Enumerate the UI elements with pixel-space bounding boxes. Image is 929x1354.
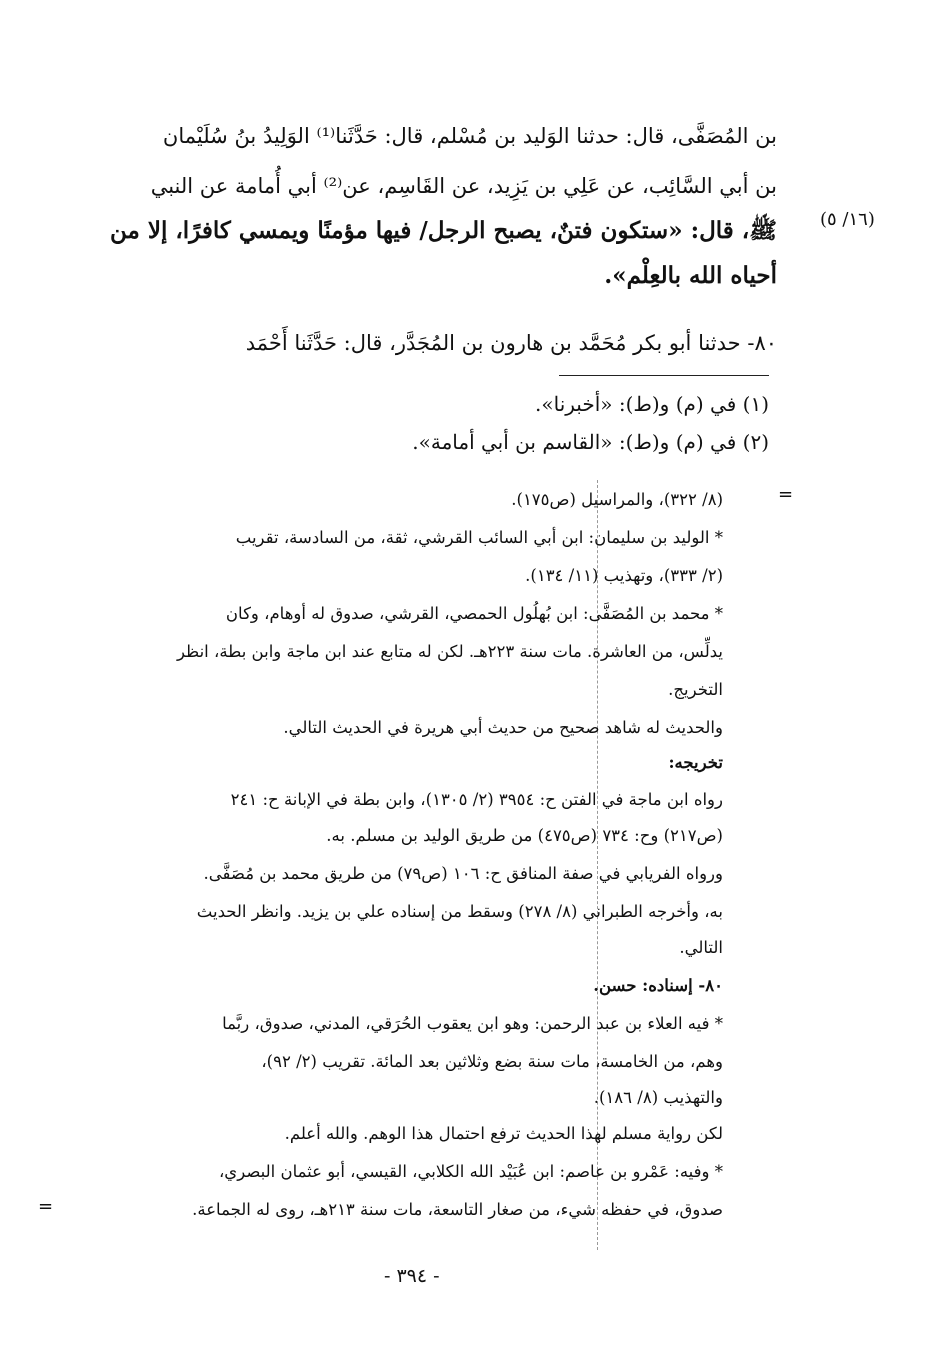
commentary-line: لكن رواية مسلم لهذا الحديث ترفع احتمال هذا الوهم. والله أعلم. [284, 1124, 723, 1143]
commentary-line: به، وأخرجه الطبراني (٨/ ٢٧٨) وسقط من إسناده علي بن يزيد. وانظر الحديث [196, 902, 723, 921]
continuation-mark: = [38, 1196, 54, 1217]
commentary-line: والتهذيب (٨/ ١٨٦). [593, 1088, 723, 1107]
commentary-line: * فيه العلاء بن عبد الرحمن: وهو ابن يعقوب الحُرَقي، المدني، صدوق، ربَّما [222, 1014, 723, 1033]
commentary-line: * محمد بن المُصَفَّى: ابن بُهلُول الحمصي، القرشي، صدوق له أوهام، وكان [225, 604, 723, 623]
commentary-line: يدلِّس، من العاشرة. مات سنة ٢٢٣هـ. لكن له متابع عند ابن ماجة وابن بطة، انظر [176, 642, 723, 661]
commentary-line: صدوق، في حفظه شيء، من صغار التاسعة، مات سنة ٢١٣هـ، روى له الجماعة. [192, 1200, 723, 1219]
commentary-heading: تخريجه: [668, 753, 723, 772]
main-text-line: بن أبي السَّائِب، عن عَلِي بن يَزِيد، عن القَاسِم، عن⁽²⁾ أبي أُمامة عن النبي [150, 174, 777, 198]
commentary-line: * الوليد بن سليمان: ابن أبي السائب القرشي، ثقة، من السادسة، تقريب [235, 528, 723, 547]
footnote-line: (٢) في (م) و(ط): «القاسم بن أبي أمامة». [412, 430, 769, 454]
continuation-mark: = [778, 484, 794, 505]
commentary-line: * وفيه: عَمْرو بن عاصم: ابن عُبَيْد الله الكلابي، القيسي، أبو عثمان البصري، [218, 1162, 723, 1181]
commentary-line: وهم، من الخامسة، مات سنة بضع وثلاثين بعد المائة. تقريب (٢/ ٩٢)، [261, 1052, 723, 1071]
footnote-separator [559, 375, 769, 376]
commentary-heading: ٨٠- إسناده: حسن. [593, 976, 723, 995]
main-text-line: أحياه الله بالعِلْم». [604, 262, 777, 289]
commentary-line: رواه ابن ماجة في الفتن ح: ٣٩٥٤ (٢/ ١٣٠٥)، وابن بطة في الإبانة ح: ٢٤١ [230, 790, 723, 809]
main-text-line: ﷺ، قال: «ستكون فتنٌ، يصبح الرجل/ فيها مؤمنًا ويمسي كافرًا، إلا من [110, 217, 777, 244]
commentary-line: التخريج. [668, 680, 723, 699]
commentary-line: (٨/ ٣٢٢)، والمراسيل (ص١٧٥). [511, 490, 723, 509]
main-text-line: بن المُصَفَّى، قال: حدثنا الوَليد بن مُسْلم، قال: حَدَّثَنا⁽¹⁾ الوَلِيدُ بنُ سُلَيْمان [162, 124, 777, 148]
commentary-line: (٢/ ٣٣٣)، وتهذيب (١١/ ١٣٤). [525, 566, 723, 585]
hadith-80-start: ٨٠- حدثنا أبو بكر مُحَمَّد بن هارون بن المُجَدَّر، قال: حَدَّثَنا أَحْمَد [245, 331, 777, 355]
footnote-line: (١) في (م) و(ط): «أخبرنا». [535, 392, 769, 416]
commentary-line: ورواه الفريابي في صفة المنافق ح: ١٠٦ (ص٧٩) من طريق محمد بن مُصَفَّى. [203, 864, 723, 883]
margin-reference: (١٦/ ٥) [820, 209, 875, 230]
page-number: - ٣٩٤ - [384, 1265, 440, 1287]
commentary-line: والحديث له شاهد صحيح من حديث أبي هريرة في الحديث التالي. [283, 718, 723, 737]
commentary-line: (ص٢١٧) وح: ٧٣٤ (ص٤٧٥) من طريق الوليد بن مسلم. به. [326, 826, 723, 845]
commentary-line: التالي. [679, 938, 723, 957]
